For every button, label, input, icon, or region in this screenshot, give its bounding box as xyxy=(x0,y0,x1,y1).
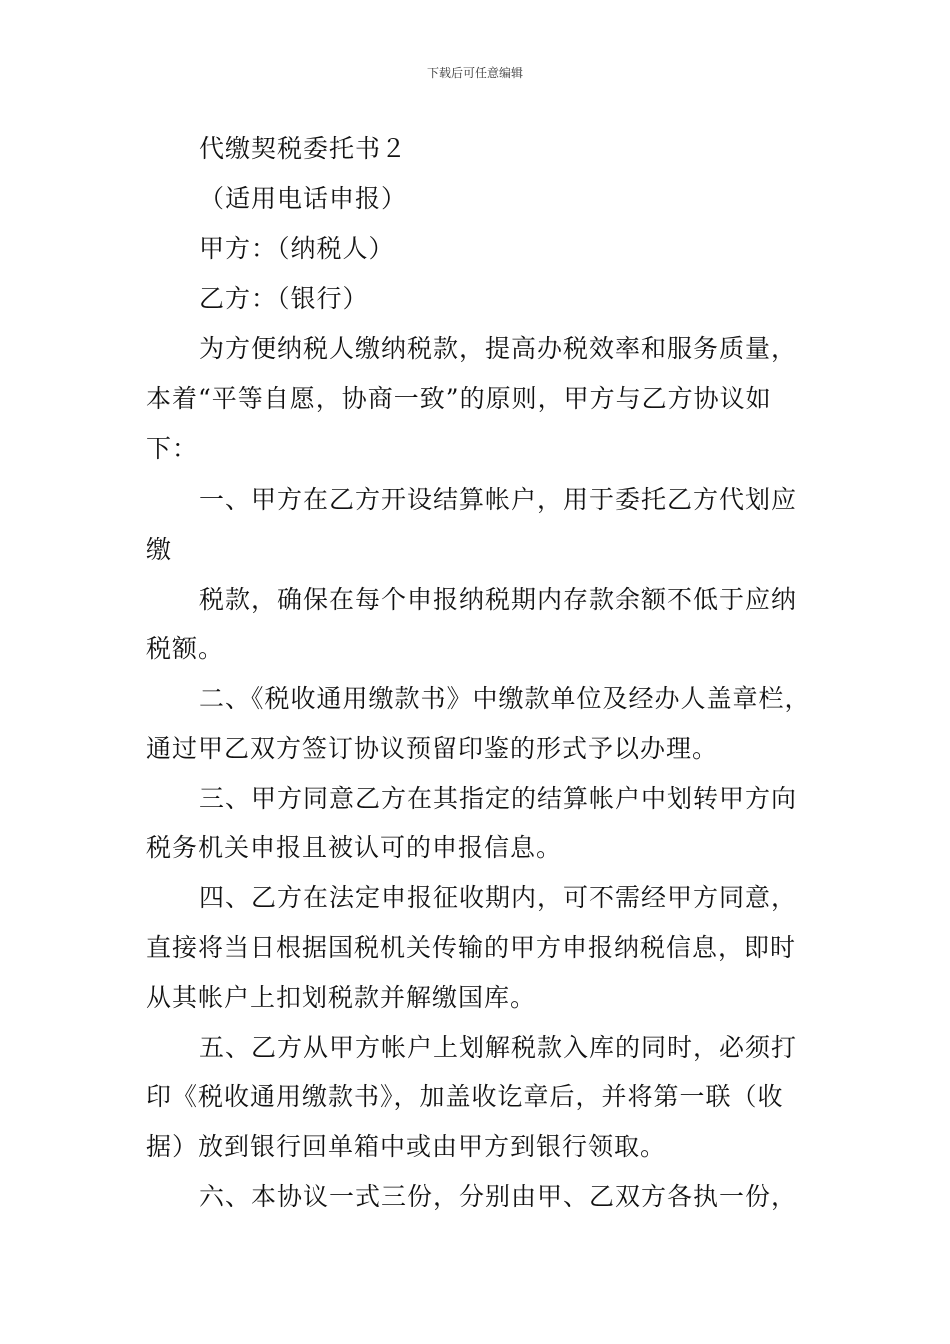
text-line: 税款，确保在每个申报纳税期内存款余额不低于应纳 xyxy=(199,585,798,614)
text-line: 税务机关申报且被认可的申报信息。 xyxy=(146,833,563,862)
text-line: 四、乙方在法定申报征收期内，可不需经甲方同意， xyxy=(199,883,798,912)
party-a-line: 甲方：（纳税人） xyxy=(199,234,395,263)
text-line: 印《税收通用缴款书》，加盖收讫章后，并将第一联（收 xyxy=(146,1082,784,1111)
text-line: 直接将当日根据国税机关传输的甲方申报纳税信息，即时 xyxy=(146,933,797,962)
text-line: 税额。 xyxy=(146,634,225,663)
text-line: 五、乙方从甲方帐户上划解税款入库的同时，必须打 xyxy=(199,1033,798,1062)
text-line: 六、本协议一式三份，分别由甲、乙双方各执一份， xyxy=(199,1182,798,1211)
text-line: 二、《税收通用缴款书》中缴款单位及经办人盖章栏， xyxy=(199,684,811,713)
text-line: 从其帐户上扣划税款并解缴国库。 xyxy=(146,983,537,1012)
text-line: 缴 xyxy=(146,535,173,564)
party-b-line: 乙方：（银行） xyxy=(199,284,369,313)
text-line: 一、甲方在乙方开设结算帐户，用于委托乙方代划应 xyxy=(199,485,798,514)
text-line: 为方便纳税人缴纳税款，提高办税效率和服务质量， xyxy=(199,334,798,363)
text-line: 通过甲乙双方签订协议预留印鉴的形式予以办理。 xyxy=(146,734,719,763)
text-line: 三、甲方同意乙方在其指定的结算帐户中划转甲方向 xyxy=(199,784,798,813)
document-subtitle: （适用电话申报） xyxy=(199,184,408,213)
document-title: 代缴契税委托书２ xyxy=(199,134,408,163)
text-line: 据）放到银行回单箱中或由甲方到银行领取。 xyxy=(146,1132,667,1161)
text-line: 下： xyxy=(146,434,199,463)
text-line: 本着“平等自愿，协商一致”的原则，甲方与乙方协议如 xyxy=(146,384,772,413)
page-header: 下载后可任意编辑 xyxy=(426,66,523,80)
